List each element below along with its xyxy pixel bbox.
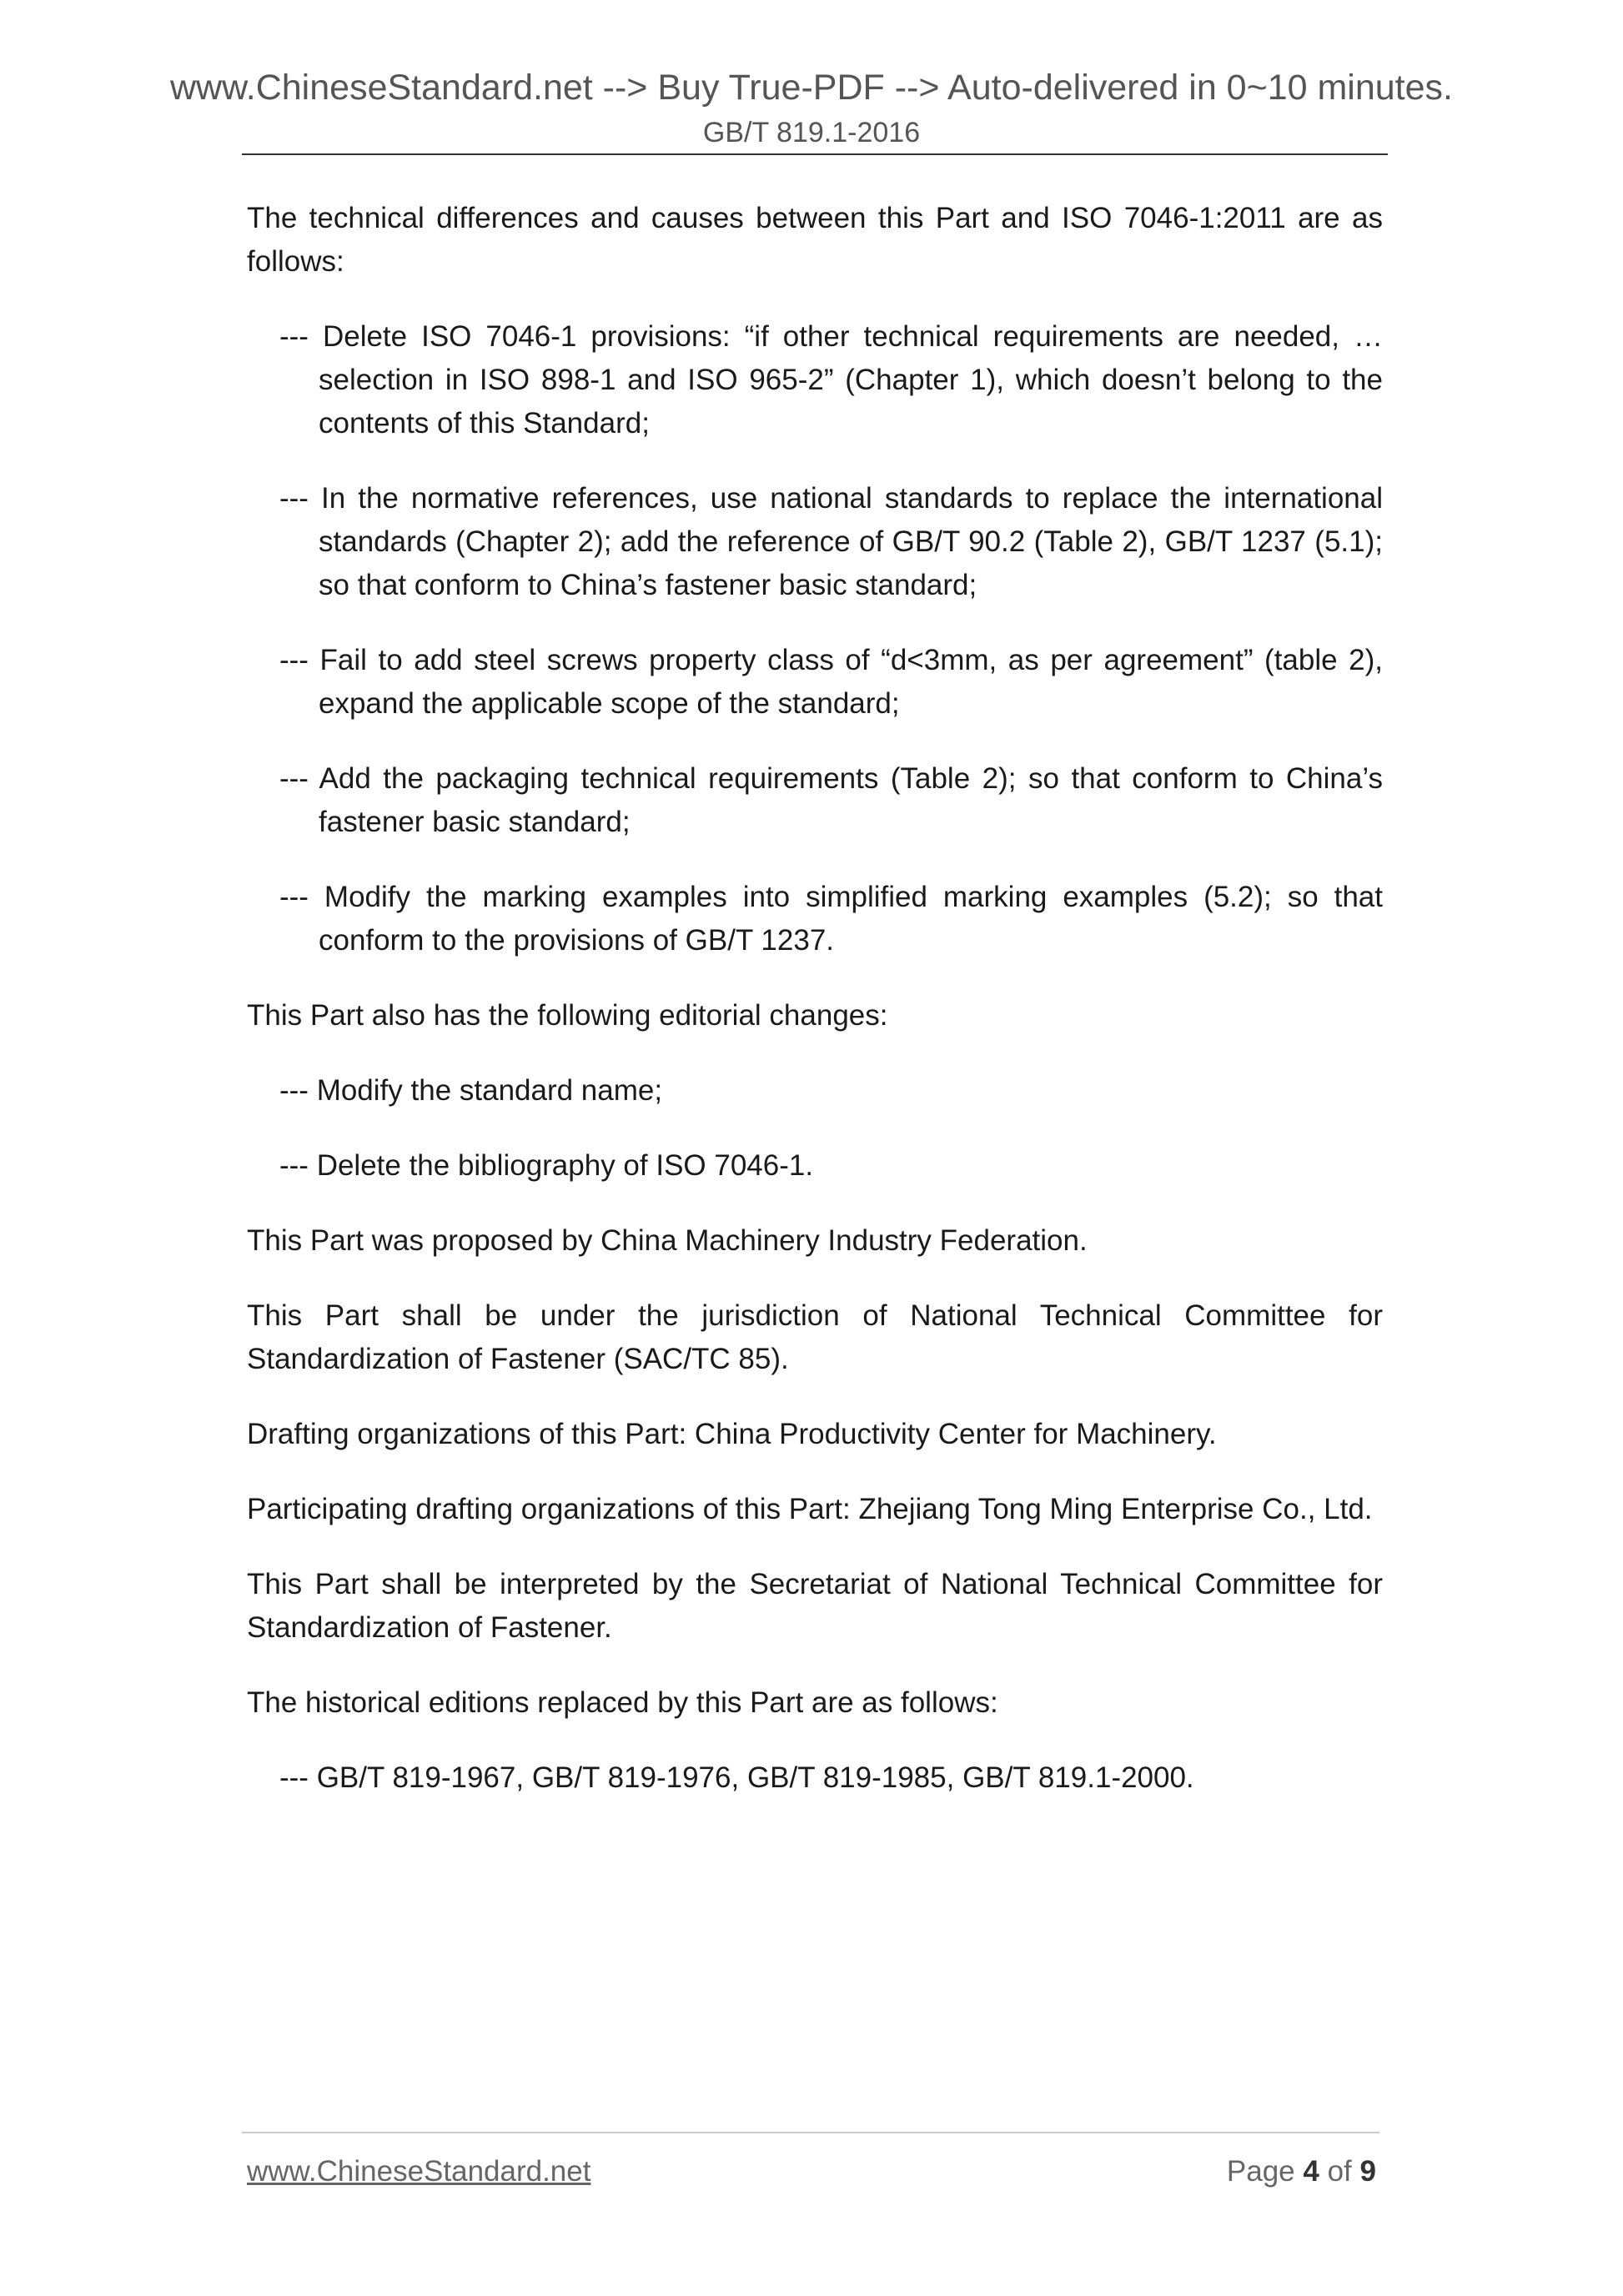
- difference-item-2: --- In the normative references, use national standards to replace the international standards (Chapter 2); add the reference of GB/T 90.2 (Table 2), GB/T 1237 (5.1); so that conform to China’s fastener basic standard;: [279, 482, 1383, 601]
- footer-website-link[interactable]: www.ChineseStandard.net: [247, 2155, 591, 2188]
- page-total: 9: [1359, 2155, 1376, 2188]
- historical-intro: The historical editions replaced by this Part are as follows:: [247, 1686, 998, 1719]
- drafting-organizations: Drafting organizations of this Part: China Productivity Center for Machinery.: [247, 1418, 1217, 1450]
- page-indicator: [1227, 2153, 1376, 2190]
- document-body: [247, 197, 1383, 1831]
- document-id: GB/T 819.1-2016: [702, 117, 921, 148]
- page-current: 4: [1303, 2155, 1319, 2188]
- header-divider: [242, 153, 1388, 155]
- jurisdiction: This Part shall be under the jurisdiction of National Technical Committee for Standardization of Fastener (SAC/TC 85).: [247, 1299, 1383, 1375]
- difference-item-1: --- Delete ISO 7046-1 provisions: “if other technical requirements are needed, … selection in ISO 898-1 and ISO 965-2” (Chapter 1), which doesn’t belong to the contents of this Standard;: [279, 320, 1383, 440]
- footer-divider: [242, 2132, 1379, 2133]
- header-banner: www.ChineseStandard.net --> Buy True-PDF --> Auto-delivered in 0~10 minutes.: [169, 68, 1453, 108]
- proposed-by: This Part was proposed by China Machinery Industry Federation.: [247, 1224, 1088, 1257]
- page-of: of: [1327, 2155, 1352, 2188]
- editorial-intro: This Part also has the following editorial changes:: [247, 999, 888, 1032]
- difference-item-4: --- Add the packaging technical requirements (Table 2); so that conform to China’s fastener basic standard;: [279, 762, 1383, 838]
- page-label: Page: [1226, 2155, 1295, 2188]
- participating-organizations: Participating drafting organizations of this Part: Zhejiang Tong Ming Enterprise Co., Ltd.: [247, 1493, 1373, 1525]
- historical-item-1: --- GB/T 819-1967, GB/T 819-1976, GB/T 819-1985, GB/T 819.1-2000.: [279, 1761, 1194, 1794]
- editorial-item-2: --- Delete the bibliography of ISO 7046-1.: [279, 1149, 814, 1182]
- difference-item-5: --- Modify the marking examples into simplified marking examples (5.2); so that conform to the provisions of GB/T 1237.: [279, 881, 1383, 957]
- differences-intro: The technical differences and causes between this Part and ISO 7046-1:2011 are as follows:: [247, 202, 1383, 278]
- difference-item-3: --- Fail to add steel screws property class of “d<3mm, as per agreement” (table 2), expand the applicable scope of the standard;: [279, 644, 1383, 720]
- editorial-item-1: --- Modify the standard name;: [279, 1074, 663, 1107]
- interpreted-by: This Part shall be interpreted by the Secretariat of National Technical Committee for Standardization of Fastener.: [247, 1568, 1383, 1644]
